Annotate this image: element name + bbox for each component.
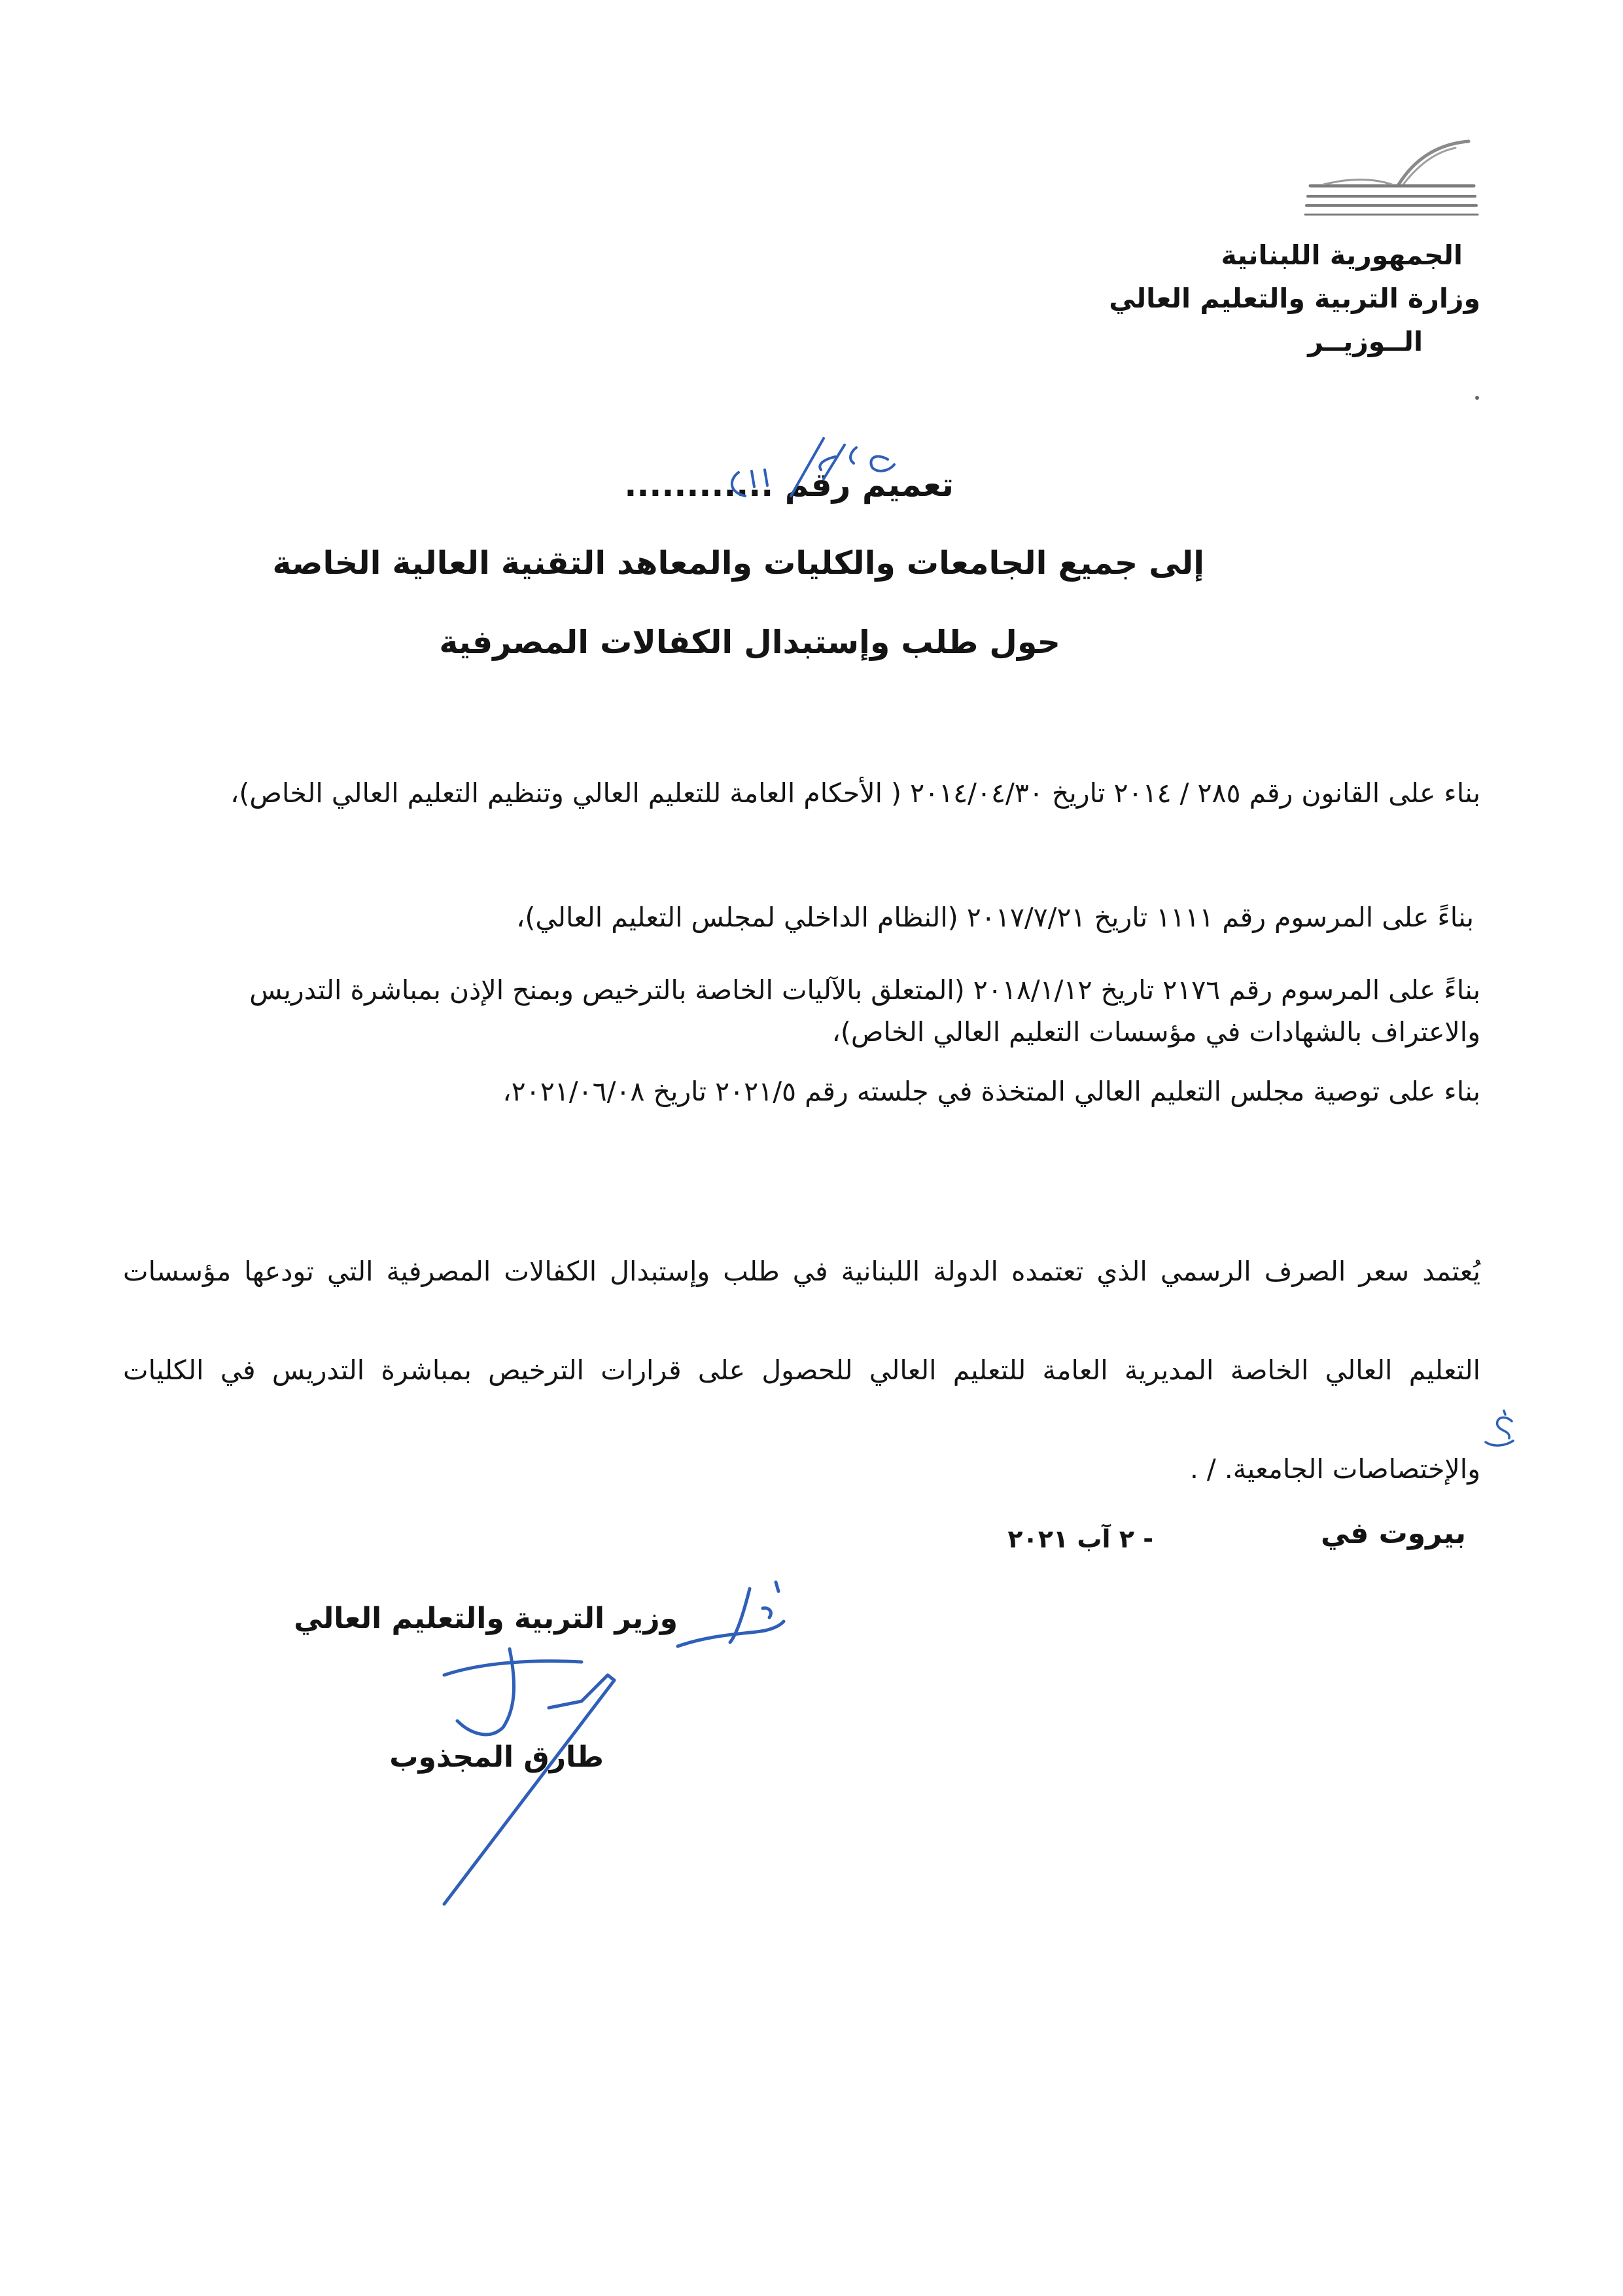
- signatory-name: طارق المجذوب: [389, 1740, 604, 1774]
- circular-label: تعميم رقم: [784, 466, 954, 504]
- preamble-paragraph: بناءً على المرسوم رقم ١١١١ تاريخ ٢٠١٧/٧/٢١ (النظام الداخلي لمجلس التعليم العالي)،: [516, 902, 1474, 933]
- preamble-paragraph: بناءً على المرسوم رقم ٢١٧٦ تاريخ ٢٠١٨/١/١٢ (المتعلق بالآليات الخاصة بالترخيص وبمنح الإذن بمباشرة التدريس والاعتراف بالشهادات في مؤسسات التعليم العالي الخاص)،: [249, 974, 1480, 1048]
- signatory-title: وزير التربية والتعليم العالي: [294, 1602, 678, 1635]
- handwritten-signature: [418, 1636, 634, 1911]
- header-minister: الــوزيــر: [1308, 326, 1423, 357]
- handwritten-initial-mark: [1479, 1408, 1518, 1454]
- handwritten-circular-number: [725, 433, 909, 505]
- stray-dot: [1475, 396, 1479, 400]
- subject-title: حول طلب وإستبدال الكفالات المصرفية: [439, 624, 1060, 661]
- preamble-paragraph: بناء على القانون رقم ٢٨٥ / ٢٠١٤ تاريخ ٢٠١٤/٠٤/٣٠ ( الأحكام العامة للتعليم العالي وتنظيم التعليم العالي الخاص)،: [230, 777, 1480, 809]
- open-book-logo-icon: [1284, 139, 1480, 237]
- circular-dots: ............: [624, 466, 774, 504]
- header-ministry: وزارة التربية والتعليم العالي: [1109, 283, 1480, 314]
- handwritten-initial-signature: [671, 1569, 795, 1661]
- addressee-title: إلى جميع الجامعات والكليات والمعاهد التقنية العالية الخاصة: [272, 544, 1204, 582]
- preamble-paragraph: بناء على توصية مجلس التعليم العالي المتخذة في جلسته رقم ٢٠٢١/٥ تاريخ ٢٠٢١/٠٦/٠٨،: [502, 1076, 1480, 1107]
- date-place: بيروت في: [1320, 1517, 1466, 1550]
- date-value: - ٢ آب ٢٠٢١: [1007, 1525, 1153, 1553]
- decision-body: يُعتمد سعر الصرف الرسمي الذي تعتمده الدولة اللبنانية في طلب وإستبدال الكفالات المصرفية التي تودعها مؤسسات التعليم العالي الخاصة المديرية العامة للتعليم العالي للحصول على قرارات الترخيص بمباشرة التدريس في الكليات والإختصاصات الجامعية. / .: [123, 1256, 1480, 1485]
- header-republic: الجمهورية اللبنانية: [1221, 239, 1463, 271]
